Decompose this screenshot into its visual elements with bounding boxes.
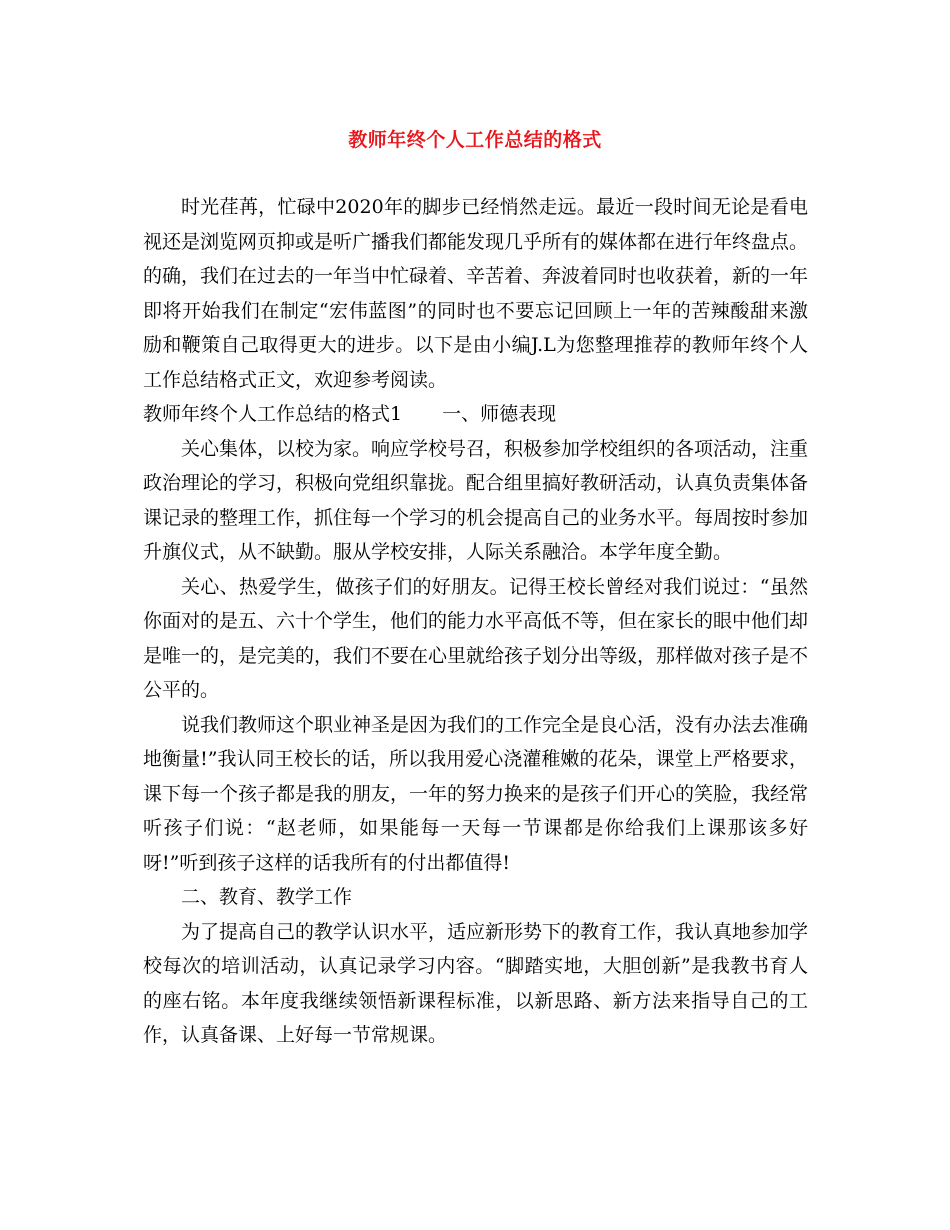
document-title: 教师年终个人工作总结的格式: [348, 129, 602, 151]
paragraph-teacher-profession: 说我们教师这个职业神圣是因为我们的工作完全是良心活，没有办法去准确地衡量!”我认同王校长的话，所以我用爱心浇灌稚嫩的花朵，课堂上严格要求，课下每一个孩子都是我的朋友，一年的努力换来的是孩子们开心的笑脸，我经常听孩子们说：“赵老师，如果能每一天每一节课都是你给我们上课那该多好呀!”听到孩子这样的话我所有的付出都值得!: [143, 713, 809, 874]
paragraph-teaching-work: 为了提高自己的教学认识水平，适应新形势下的教育工作，我认真地参加学校每次的培训活动，认真记录学习内容。“脚踏实地，大胆创新”是我教书育人的座右铭。本年度我继续领悟新课程标准，以新思路、新方法来指导自己的工作，认真备课、上好每一节常规课。: [143, 920, 809, 1046]
paragraph-students: 关心、热爱学生，做孩子们的好朋友。记得王校长曾经对我们说过：“虽然你面对的是五、六十个学生，他们的能力水平高低不等，但在家长的眼中他们却是唯一的，是完美的，我们不要在心里就给孩子划分出等级，那样做对孩子是不公平的。: [143, 575, 809, 701]
section-heading-title: 教师年终个人工作总结的格式1: [143, 403, 403, 425]
document-body: [143, 190, 808, 1053]
section-heading: [143, 397, 808, 432]
intro-paragraph: 时光荏苒，忙碌中2020年的脚步已经悄然走远。最近一段时间无论是看电视还是浏览网页抑或是听广播我们都能发现几乎所有的媒体都在进行年终盘点。的确，我们在过去的一年当中忙碌着、辛苦着、奔波着同时也收获着，新的一年即将开始我们在制定“宏伟蓝图”的同时也不要忘记回顾上一年的苦辣酸甜来激励和鞭策自己取得更大的进步。以下是由小编J.L为您整理推荐的教师年终个人工作总结格式正文，欢迎参考阅读。: [143, 196, 809, 391]
paragraph-collective: 关心集体，以校为家。响应学校号召，积极参加学校组织的各项活动，注重政治理论的学习，积极向党组织靠拢。配合组里搞好教研活动，认真负责集体备课记录的整理工作，抓住每一个学习的机会提高自己的业务水平。每周按时参加升旗仪式，从不缺勤。服从学校安排，人际关系融洽。本学年度全勤。: [143, 437, 809, 563]
section-heading-subtitle: 一、师德表现: [442, 403, 557, 425]
subsection-heading: 二、教育、教学工作: [181, 886, 353, 908]
